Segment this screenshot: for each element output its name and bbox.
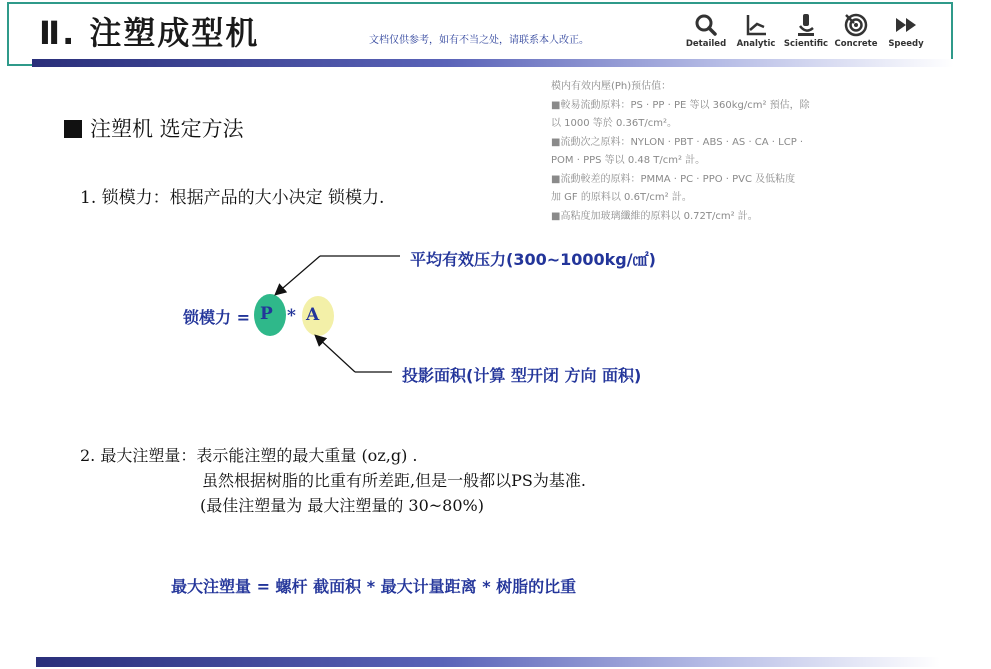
microscope-icon xyxy=(792,12,820,38)
formula-a: A xyxy=(306,305,320,325)
section-heading-text: 注塑机 选定方法 xyxy=(90,117,244,141)
max-injection-note: 虽然根据树脂的比重有所差距,但是一般都以PS为基准. xyxy=(202,471,586,490)
note-line: 以 1000 等於 0.36T/cm²。 xyxy=(551,118,677,129)
nav-scientific[interactable] xyxy=(783,12,829,49)
page-title: Ⅱ. 注塑成型机 xyxy=(39,14,260,52)
pressure-reference-notes xyxy=(551,78,901,226)
formula-times: * xyxy=(287,306,296,326)
pressure-arrow-diagonal xyxy=(276,256,320,294)
optimal-injection-note: (最佳注塑量为 最大注塑量的 30~80%) xyxy=(200,496,484,515)
nav-detailed[interactable] xyxy=(686,12,726,49)
fast-forward-icon xyxy=(892,12,920,38)
note-line: ■高粘度加玻璃纖維的原料以 0.72T/cm² 計。 xyxy=(551,210,758,222)
max-injection-item: 2. 最大注塑量：表示能注塑的最大重量 (oz,g) . xyxy=(80,446,418,465)
nav-icons xyxy=(686,12,926,49)
area-arrow-diagonal xyxy=(316,336,355,372)
line-chart-icon xyxy=(742,12,770,38)
bullet-square-icon xyxy=(64,120,82,138)
target-icon xyxy=(842,12,870,38)
pressure-label: 平均有效压力(300~1000kg/㎠) xyxy=(410,250,656,269)
nav-label-scientific: Scientific xyxy=(783,39,829,49)
max-injection-formula: 最大注塑量 = 螺杆 截面积 * 最大计量距离 * 树脂的比重 xyxy=(171,577,577,596)
note-line: ■較易流動原料：PS · PP · PE 等以 360kg/cm² 預估，除 xyxy=(551,99,810,111)
disclaimer-notice: 文档仅供参考，如有不当之处，请联系本人改正。 xyxy=(369,35,589,46)
nav-label-detailed: Detailed xyxy=(685,39,727,49)
note-line: 加 GF 的原料以 0.6T/cm² 計。 xyxy=(551,192,692,203)
magnifier-icon xyxy=(692,12,720,38)
formula-p: P xyxy=(260,304,273,324)
nav-speedy[interactable] xyxy=(886,12,926,49)
clamping-force-formula-prefix: 锁模力 = xyxy=(183,308,250,327)
nav-label-concrete: Concrete xyxy=(834,39,878,49)
nav-label-speedy: Speedy xyxy=(888,39,924,49)
clamping-force-item: 1. 锁模力：根据产品的大小决定 锁模力. xyxy=(80,188,385,208)
note-line: ■流動次之原料：NYLON · PBT · ABS · AS · CA · LCP · xyxy=(551,136,804,148)
footer-divider-bar xyxy=(36,657,940,667)
note-line: 模内有效内壓(Ph)预估值： xyxy=(551,81,672,92)
header-divider-bar xyxy=(32,59,954,67)
nav-label-analytic: Analytic xyxy=(736,39,776,49)
nav-analytic[interactable] xyxy=(736,12,776,49)
note-line: POM · PPS 等以 0.48 T/cm² 計。 xyxy=(551,155,706,166)
note-line: ■流動較差的原料：PMMA · PC · PPO · PVC 及低粘度 xyxy=(551,173,796,185)
section-heading xyxy=(64,113,244,143)
header xyxy=(7,2,953,66)
projected-area-label: 投影面积(计算 型开闭 方向 面积) xyxy=(402,366,642,385)
nav-concrete[interactable] xyxy=(836,12,876,49)
